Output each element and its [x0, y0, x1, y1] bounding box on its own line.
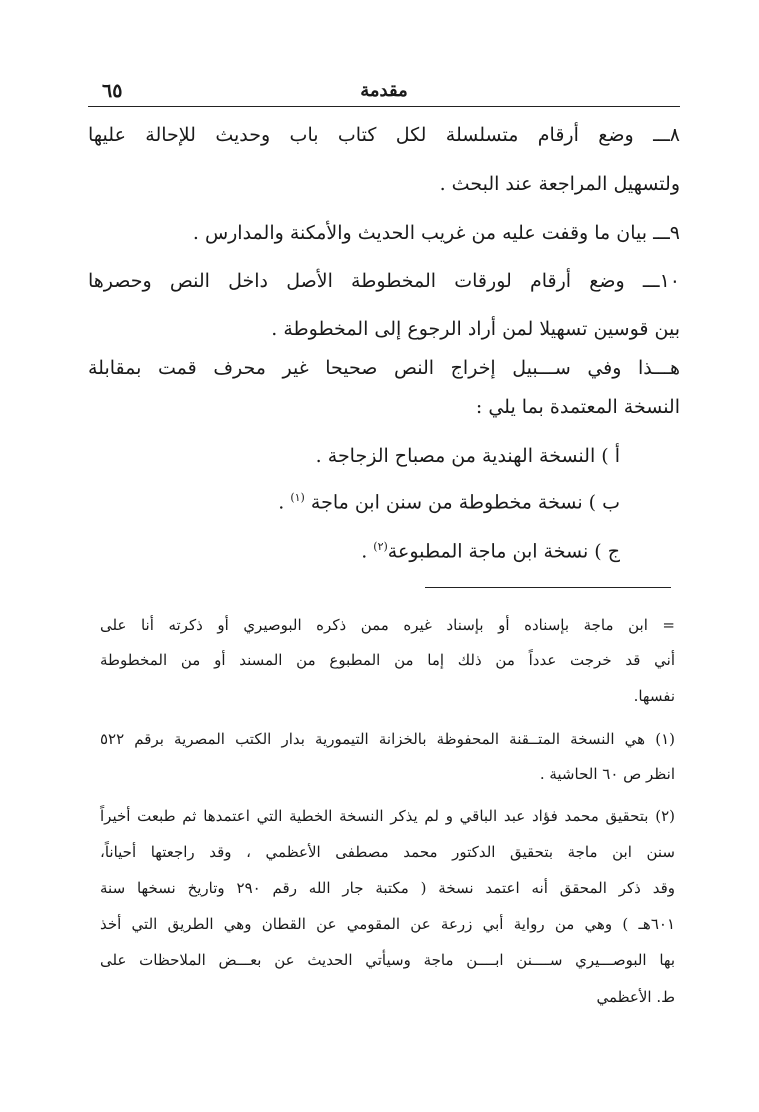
footnote-line: (٢) بتحقيق محمد فؤاد عبد الباقي و لم يذكر النسخة الخطية التي اعتمدها ثم طبعت أخيراً	[100, 807, 675, 825]
page-header	[88, 80, 680, 107]
text-line: ولتسهيل المراجعة عند البحث .	[439, 173, 680, 195]
footnote-line: ٦٠١هـ ) وهي من رواية أبي زرعة عن المقومي عن القطان وهي الطريق التي أخذ	[100, 915, 675, 933]
footnote-ref: (١)	[290, 491, 305, 504]
list-item-text: ب ) نسخة مخطوطة من سنن ابن ماجة	[310, 491, 620, 514]
list-item	[88, 445, 620, 467]
footnote-line: سنن ابن ماجة بتحقيق الدكتور محمد مصطفى الأعظمي ، وقد راجعتها أحياناً،	[100, 843, 675, 861]
text-line: ٩ـــ بيان ما وقفت عليه من غريب الحديث والأمكنة والمدارس .	[192, 222, 680, 244]
text-line: النسخة المعتمدة بما يلي :	[475, 396, 680, 418]
footnote-line: ط. الأعظمي	[596, 988, 675, 1006]
footnote-line: (١) هي النسخة المتــقنة المحفوظة بالخزانة التيمورية بدار الكتب المصرية برقم ٥٢٢	[100, 730, 675, 748]
footnote-line: نفسها.	[633, 687, 675, 705]
footnote-line: انظر ص ٦٠ الحاشية .	[539, 765, 675, 783]
page-number: ٦٥	[102, 80, 123, 102]
footnote-line: وقد ذكر المحقق أنه اعتمد نسخة ( مكتبة جار الله رقم ٢٩٠ وتاريخ نسخها سنة	[100, 879, 675, 897]
footnote-ref: (٢)	[373, 540, 388, 553]
page-title: مقدمة	[360, 80, 408, 101]
list-item	[88, 540, 620, 562]
list-item-tail: .	[361, 540, 374, 563]
footnote-divider	[425, 587, 671, 588]
footnote-line: = ابن ماجة بإسناده أو بإسناد غيره ممن ذكره البوصيري أو ذكرته أنا على	[100, 616, 675, 634]
list-item-text: أ ) النسخة الهندية من مصباح الزجاجة .	[315, 445, 620, 467]
footnote-line: بها البوصـــيري ســــنن ابــــن ماجة وسيأتي الحديث عن بعـــض الملاحظات على	[100, 951, 675, 969]
text-line: هـــذا وفي ســـبيل إخراج النص صحيحا غير محرف قمت بمقابلة	[88, 357, 680, 379]
text-line: ١٠ـــ وضع أرقام لورقات المخطوطة الأصل داخل النص وحصرها	[88, 270, 680, 292]
footnote-line: أني قد خرجت عدداً من ذلك إما من المطبوع من المسند أو من المخطوطة	[100, 651, 675, 669]
list-item	[88, 491, 620, 513]
text-line: ٨ـــ وضع أرقام متسلسلة لكل كتاب باب وحديث للإحالة عليها	[88, 124, 680, 146]
text-line: بين قوسين تسهيلا لمن أراد الرجوع إلى المخطوطة .	[271, 318, 680, 340]
list-item-text: ج ) نسخة ابن ماجة المطبوعة	[387, 540, 620, 563]
list-item-tail: .	[278, 491, 291, 514]
